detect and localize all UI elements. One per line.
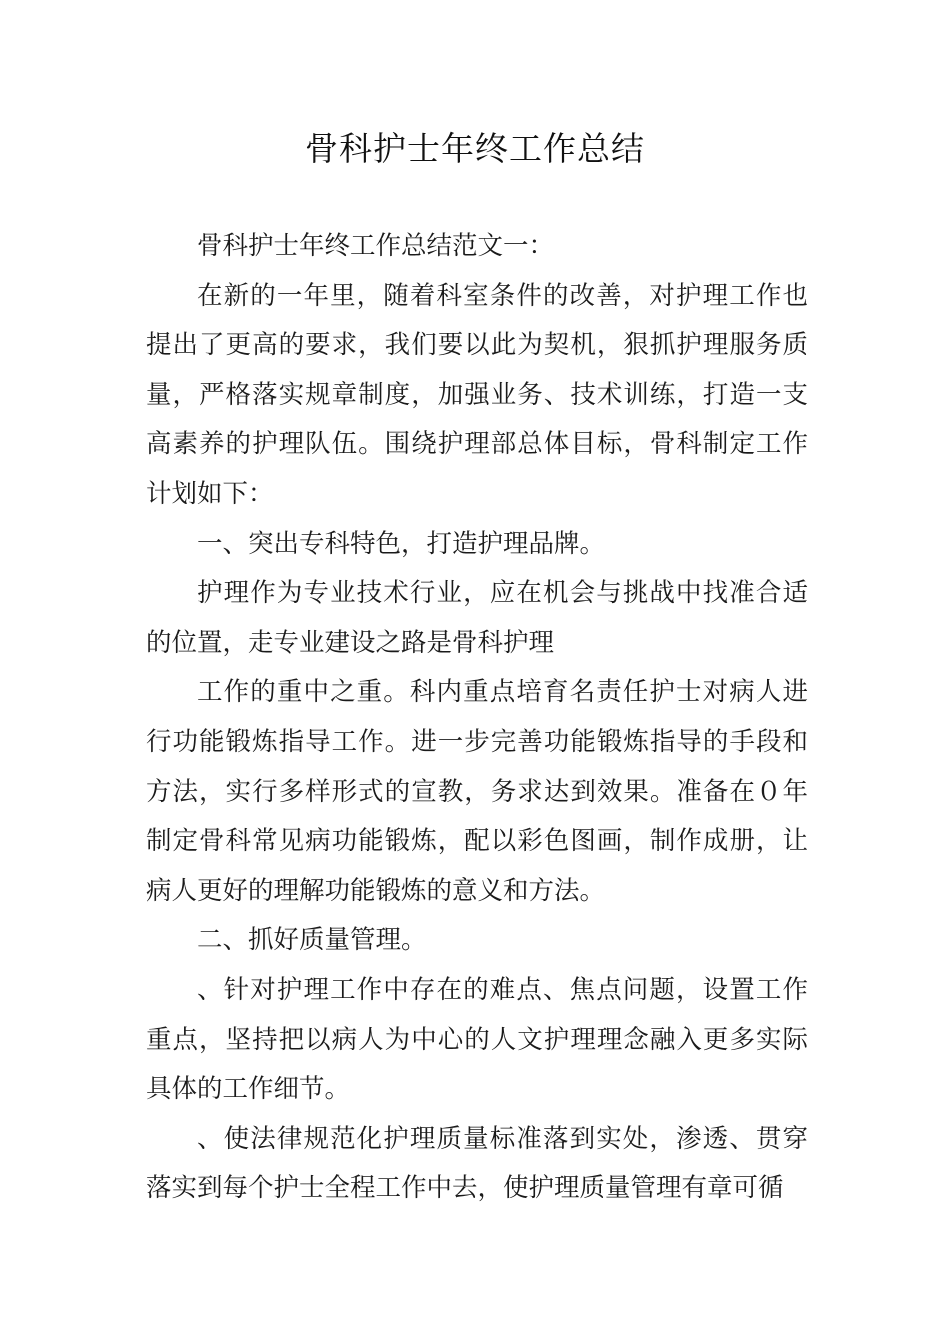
document-body: [146, 222, 808, 1214]
document-title: 骨科护士年终工作总结: [305, 129, 645, 168]
paragraph-intro: 骨科护士年终工作总结范文一：: [197, 231, 555, 261]
section-heading-1: 一、突出专科特色，打造护理品牌。: [197, 528, 606, 559]
paragraph-standards: 、使法律规范化护理质量标准落到实处，渗透、贯穿落实到每个护士全程工作中去，使护理质量管理有章可循: [146, 1123, 808, 1204]
paragraph-focus: 、针对护理工作中存在的难点、焦点问题，设置工作重点，坚持把以病人为中心的人文护理理念融入更多实际具体的工作细节。: [146, 974, 808, 1105]
section-heading-2: 二、抓好质量管理。: [197, 925, 427, 956]
paragraph-specialty: 护理作为专业技术行业，应在机会与挑战中找准合适的位置，走专业建设之路是骨科护理: [146, 578, 808, 658]
paragraph-exercise: 工作的重中之重。科内重点培育名责任护士对病人进行功能锻炼指导工作。进一步完善功能锻炼指导的手段和方法，实行多样形式的宣教，务求达到效果。准备在０年制定骨科常见病功能锻炼，配以彩色图画，制作成册，让病人更好的理解功能锻炼的意义和方法。: [146, 677, 808, 906]
paragraph-plan: 在新的一年里，随着科室条件的改善，对护理工作也提出了更高的要求，我们要以此为契机，狠抓护理服务质量，严格落实规章制度，加强业务、技术训练，打造一支高素养的护理队伍。围绕护理部总体目标，骨科制定工作计划如下：: [146, 280, 808, 509]
